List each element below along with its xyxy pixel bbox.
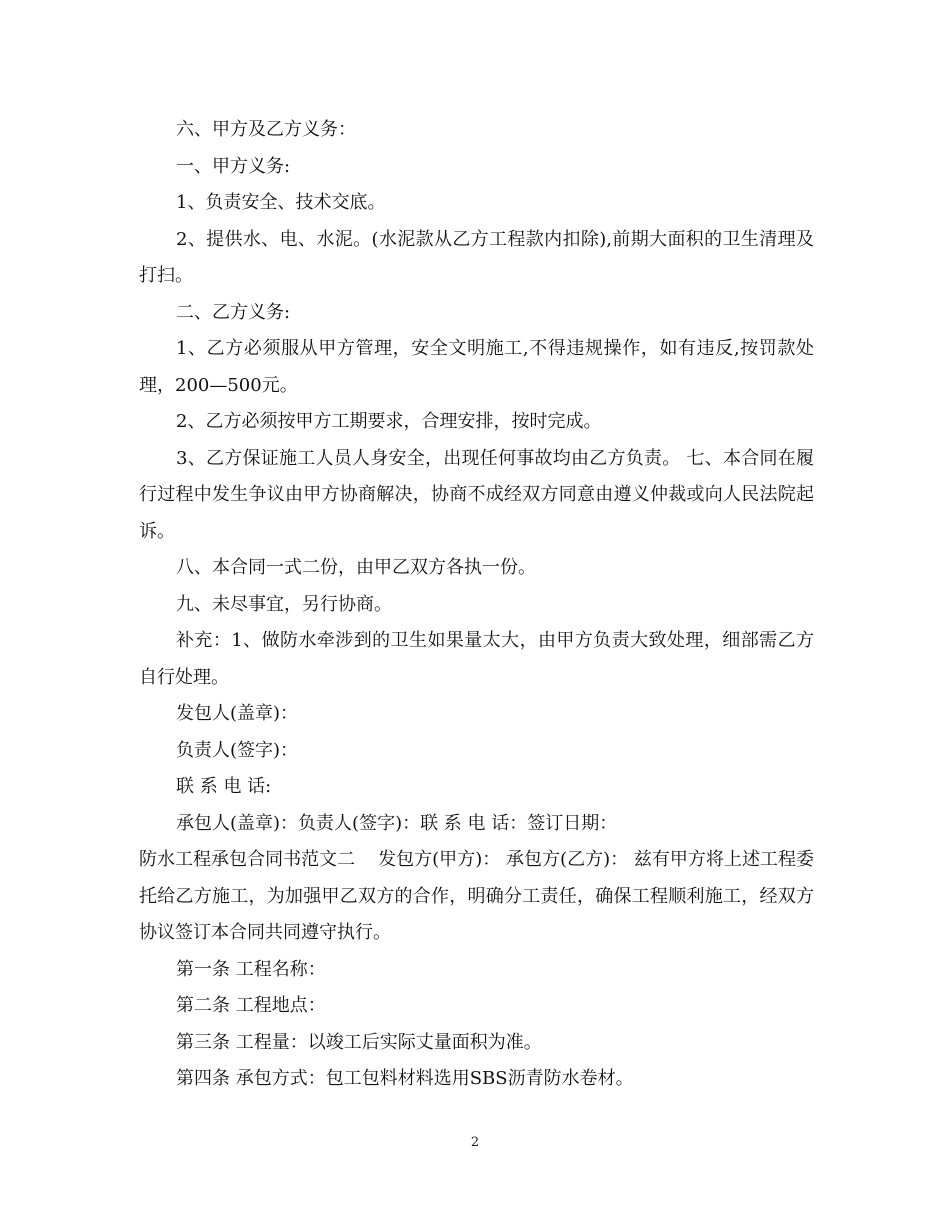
paragraph: 防水工程承包合同书范文二 发包方(甲方)： 承包方(乙方)： 兹有甲方将上述工程委托给乙方施工，为加强甲乙双方的合作，明确分工责任，确保工程顺利施工，经双方协议签订本合同共同遵守执行。 <box>139 849 814 943</box>
paragraph: 第三条 工程量：以竣工后实际丈量面积为准。 <box>176 1031 542 1053</box>
document-body <box>139 112 814 1098</box>
paragraph: 补充：1、做防水牵涉到的卫生如果量太大，由甲方负责大致处理，细部需乙方自行处理。 <box>139 630 814 688</box>
paragraph: 发包人(盖章)： <box>176 703 299 724</box>
paragraph: 1、乙方必须服从甲方管理，安全文明施工,不得违规操作，如有违反,按罚款处理，200—500元。 <box>139 338 814 396</box>
paragraph: 第二条 工程地点： <box>176 995 326 1016</box>
paragraph: 承包人(盖章)：负责人(签字)：联 系 电 话：签订日期： <box>176 812 618 834</box>
paragraph: 联 系 电 话: <box>176 776 272 797</box>
paragraph: 二、乙方义务: <box>176 301 291 323</box>
paragraph: 八、本合同一式二份，由甲乙双方各执一份。 <box>176 557 536 578</box>
paragraph: 九、未尽事宜，另行协商。 <box>176 593 392 615</box>
paragraph: 第四条 承包方式：包工包料材料选用SBS沥青防水卷材。 <box>176 1068 634 1089</box>
paragraph: 一、甲方义务: <box>176 155 291 177</box>
paragraph: 2、乙方必须按甲方工期要求，合理安排，按时完成。 <box>176 411 602 432</box>
paragraph: 2、提供水、电、水泥。(水泥款从乙方工程款内扣除),前期大面积的卫生清理及打扫。 <box>139 228 814 286</box>
paragraph: 负责人(签字)： <box>176 739 299 761</box>
paragraph: 第一条 工程名称： <box>176 958 326 980</box>
paragraph: 3、乙方保证施工人员人身安全，出现任何事故均由乙方负责。 七、本合同在履行过程中发生争议由甲方协商解决，协商不成经双方同意由遵义仲裁或向人民法院起诉。 <box>139 447 814 542</box>
paragraph: 1、负责安全、技术交底。 <box>176 192 386 213</box>
paragraph: 六、甲方及乙方义务： <box>176 119 356 140</box>
page-number: 2 <box>470 1135 480 1150</box>
